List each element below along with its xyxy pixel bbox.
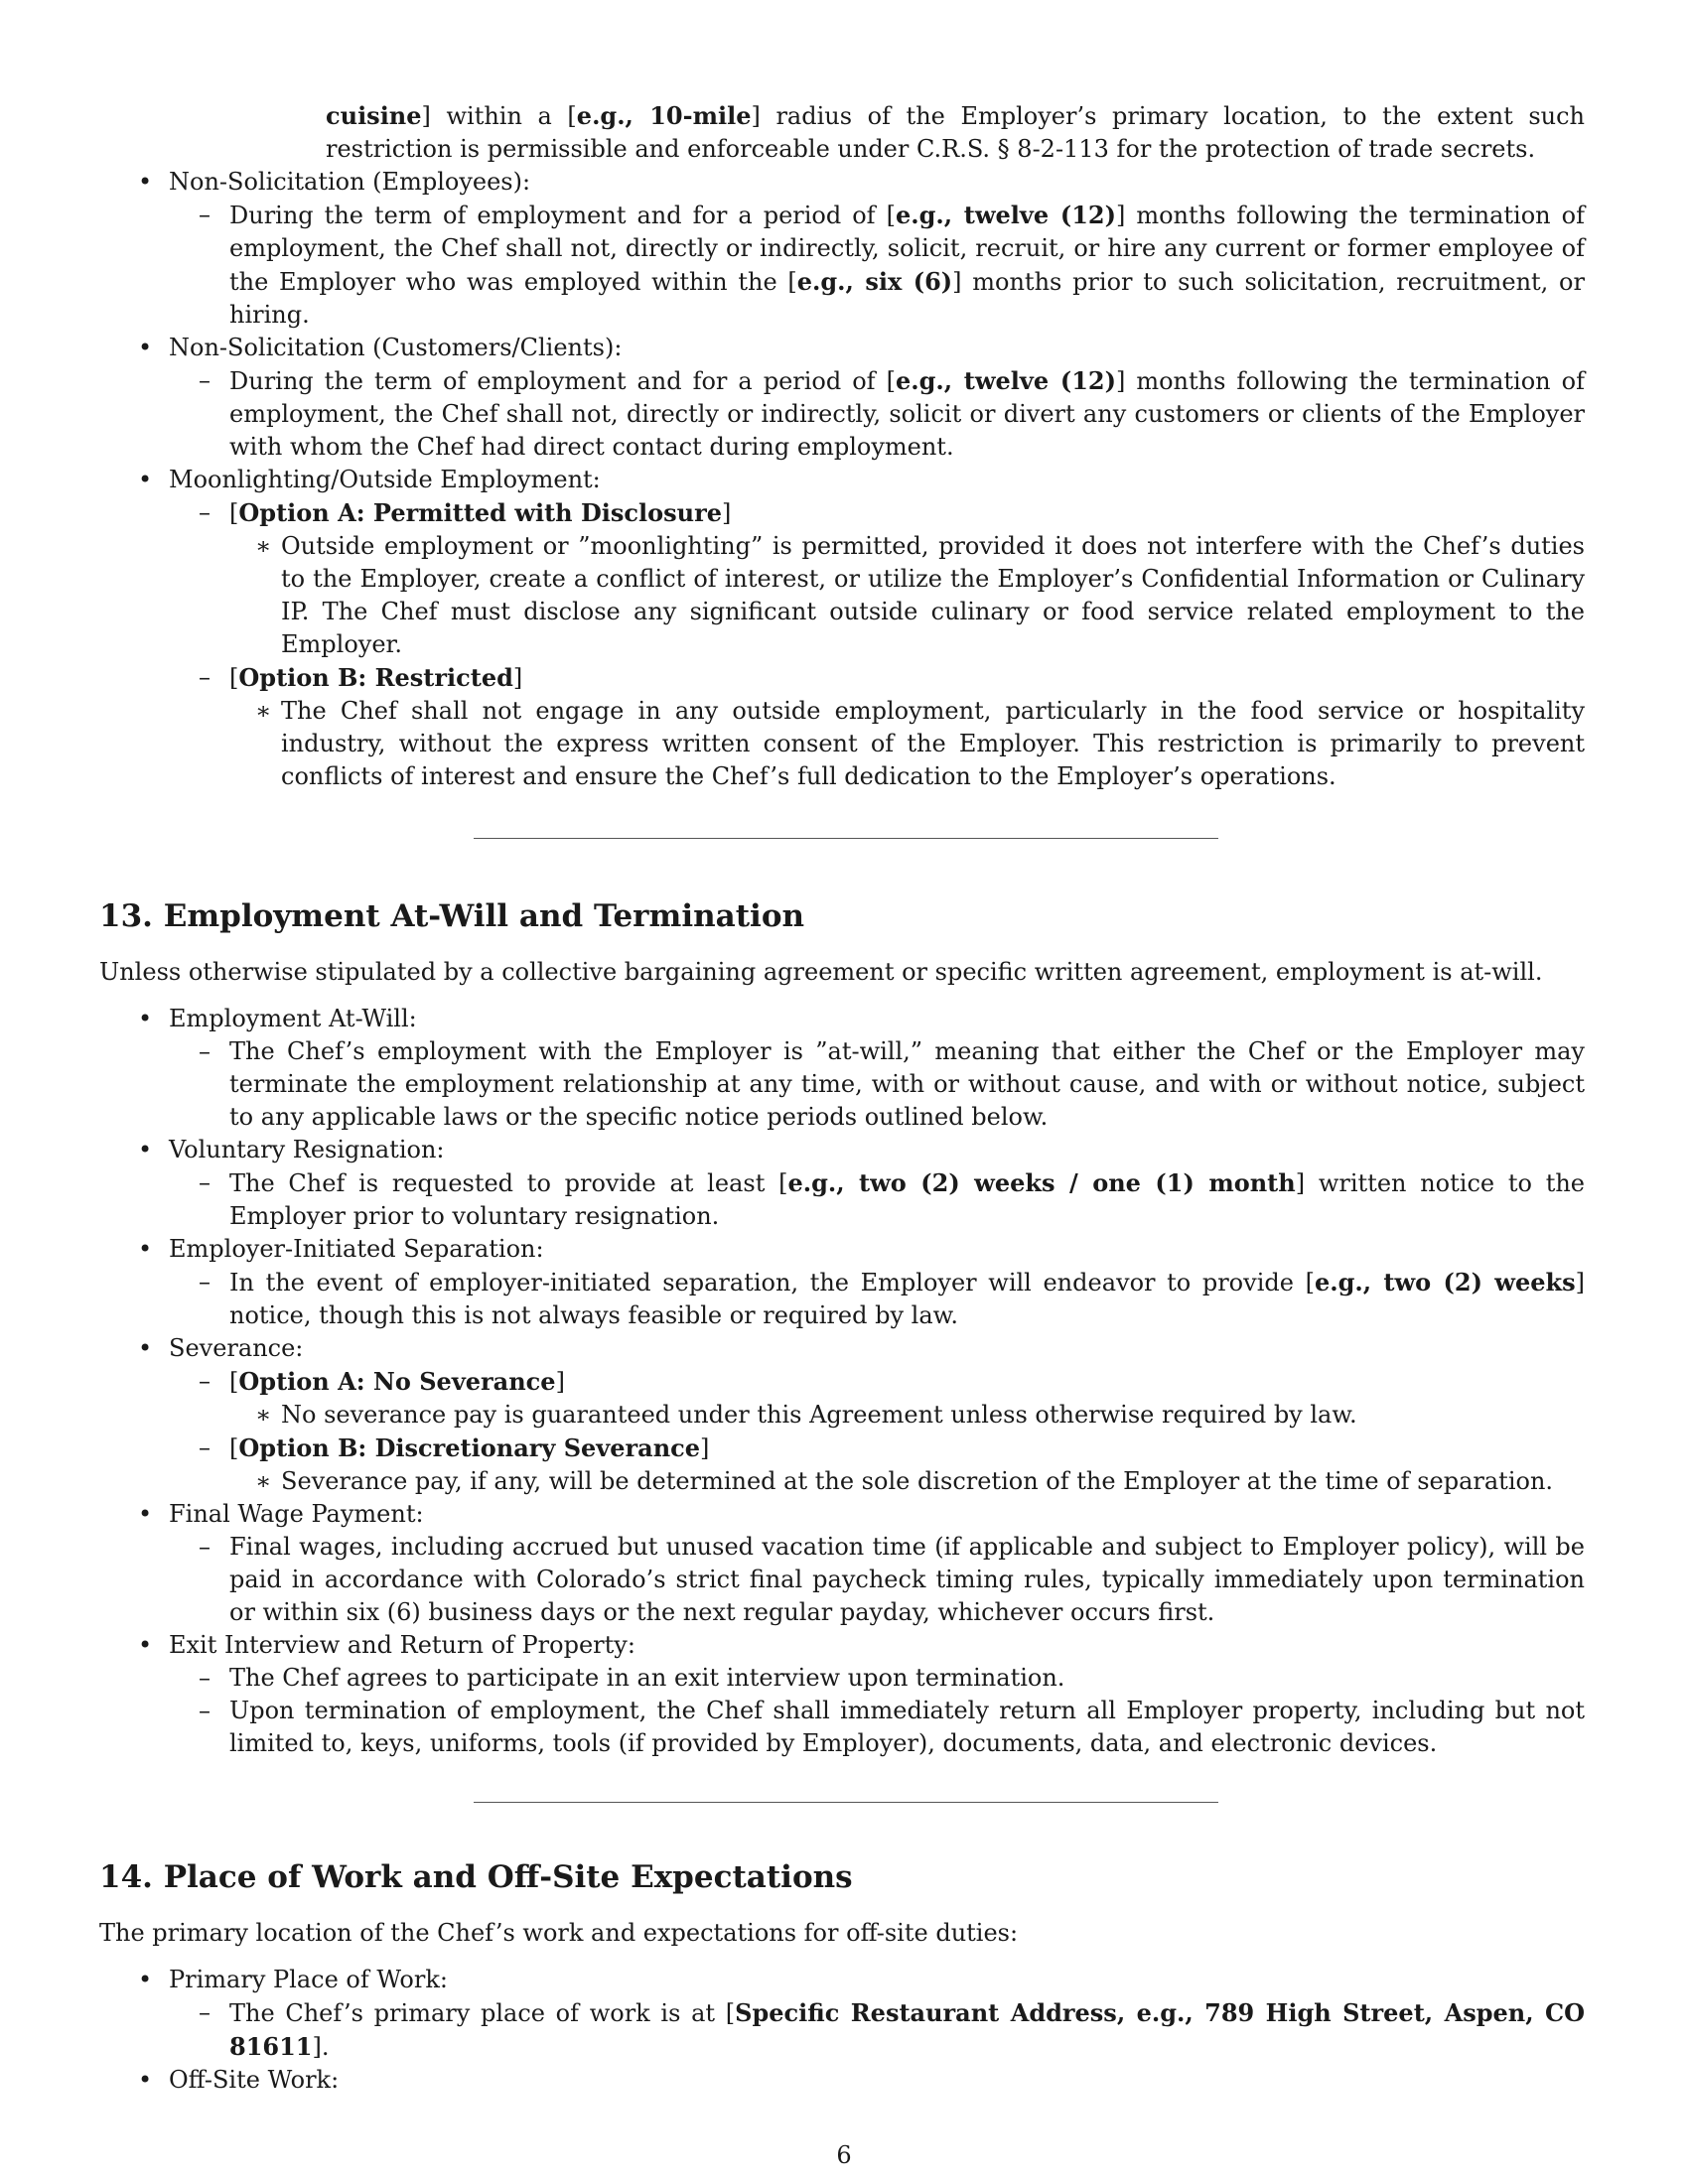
- list-item-voluntary-resignation: • Voluntary Resignation: – The Chef is requested to provide at least [e.g., two (2) weeks / one (1) month] written notice to the Employer prior to voluntary resignation.: [99, 1134, 1585, 1233]
- section-14-intro: The primary location of the Chef’s work and expectations for off-site duties:: [99, 1919, 1019, 1947]
- option-a-text: ∗ Outside employment or ”moonlighting” is permitted, provided it does not interfere with the Chef’s duties to the Employer, create a conflict of interest, or utilize the Employer’s Confidential Information or Culinary IP. The Chef must disclose any significant outside culinary or food service related employment to the Employer.: [229, 530, 1585, 661]
- option-b-text: ∗ Severance pay, if any, will be determined at the sole discretion of the Employer at the time of separation.: [229, 1465, 1585, 1498]
- page-content: [99, 99, 1585, 2097]
- list-item-exit-interview: • Exit Interview and Return of Property: – The Chef agrees to participate in an exit interview upon termination. – Upon termination of employment, the Chef shall immediately return all Employer property, including but not limited to, keys, uniforms, tools (if provided by Employer), documents, data, and electronic devices.: [99, 1629, 1585, 1760]
- sub-item: – The Chef agrees to participate in an exit interview upon termination.: [169, 1662, 1585, 1695]
- sub-item: – The Chef’s employment with the Employer is ”at-will,” meaning that either the Chef or the Employer may terminate the employment relationship at any time, with or without cause, and with or without notice, subject to any applicable laws or the specific notice periods outlined below.: [169, 1035, 1585, 1134]
- list-item-severance: • Severance: – [Option A: No Severance] ∗ No severance pay is guaranteed under this Agreement unless otherwise required by law. – [Option B: Discretionary Severance] ∗ Severance pay, if any, will be determined at the sole discretion of the Employer at the time of separation.: [99, 1332, 1585, 1498]
- section13-list: [99, 1003, 1585, 1760]
- sub-item: – The Chef is requested to provide at least [e.g., two (2) weeks / one (1) month] written notice to the Employer prior to voluntary resignation.: [169, 1166, 1585, 1233]
- section14-list: [99, 1964, 1585, 2097]
- sub-item: – Final wages, including accrued but unused vacation time (if applicable and subject to Employer policy), will be paid in accordance with Colorado’s strict final paycheck timing rules, typically immediately upon termination or within six (6) business days or the next regular payday, whichever occurs first.: [169, 1531, 1585, 1629]
- section-divider: [474, 838, 1218, 839]
- sub-item: – During the term of employment and for a period of [e.g., twelve (12)] months following the termination of employment, the Chef shall not, directly or indirectly, solicit, recruit, or hire any current or former employee of the Employer who was employed within the [e.g., six (6)] months prior to such solicitation, recruitment, or hiring.: [169, 199, 1585, 332]
- page-number: 6: [836, 2141, 852, 2169]
- sub-item: – Upon termination of employment, the Chef shall immediately return all Employer property, including but not limited to, keys, uniforms, tools (if provided by Employer), documents, data, and electronic devices.: [169, 1695, 1585, 1760]
- list-item-moonlighting: • Moonlighting/Outside Employment: – [Option A: Permitted with Disclosure] ∗ Outside employment or ”moonlighting” is permitted, provided it does not interfere with the Chef’s duties to the Employer, create a conflict of interest, or utilize the Employer’s Confidential Information or Culinary IP. The Chef must disclose any significant outside culinary or food service related employment to the Employer. – [Option B: Restricted] ∗ The Chef shall not engage in any outside employment, particularly in the food service or hospitality industry, without the express written consent of the Employer. This restriction is primarily to prevent conflicts of interest and ensure the Chef’s full dedication to the Employer’s operations.: [99, 464, 1585, 793]
- list-item-primary-place: • Primary Place of Work: – The Chef’s primary place of work is at [Specific Restaurant Address, e.g., 789 High Street, Aspen, CO 81611].: [99, 1964, 1585, 2064]
- list-item-final-wage: • Final Wage Payment: – Final wages, including accrued but unused vacation time (if applicable and subject to Employer policy), will be paid in accordance with Colorado’s strict final paycheck timing rules, typically immediately upon termination or within six (6) business days or the next regular payday, whichever occurs first.: [99, 1498, 1585, 1629]
- option-b-text: ∗ The Chef shall not engage in any outside employment, particularly in the food service or hospitality industry, without the express written consent of the Employer. This restriction is primarily to prevent conflicts of interest and ensure the Chef’s full dedication to the Employer’s operations.: [229, 695, 1585, 793]
- section12-list: [99, 166, 1585, 793]
- sub-item: – In the event of employer-initiated separation, the Employer will endeavor to provide [e.g., two (2) weeks] notice, though this is not always feasible or required by law.: [169, 1266, 1585, 1332]
- list-item-at-will: • Employment At-Will: – The Chef’s employment with the Employer is ”at-will,” meaning that either the Chef or the Employer may terminate the employment relationship at any time, with or without cause, and with or without notice, subject to any applicable laws or the specific notice periods outlined below.: [99, 1003, 1585, 1134]
- list-item-nonsolicit-employees: • Non-Solicitation (Employees): – During the term of employment and for a period of [e.g., twelve (12)] months following the termination of employment, the Chef shall not, directly or indirectly, solicit, recruit, or hire any current or former employee of the Employer who was employed within the [e.g., six (6)] months prior to such solicitation, recruitment, or hiring.: [99, 166, 1585, 332]
- continuation-paragraph: cuisine] within a [e.g., 10-mile] radius of the Employer’s primary location, to the extent such restriction is permissible and enforceable under C.R.S. § 8-2-113 for the protection of trade secrets.: [326, 101, 1586, 163]
- bold-placeholder: e.g., 10-mile: [576, 101, 752, 130]
- option-a: – [Option A: No Severance] ∗ No severance pay is guaranteed under this Agreement unless otherwise required by law.: [169, 1365, 1585, 1432]
- option-a: – [Option A: Permitted with Disclosure] ∗ Outside employment or ”moonlighting” is permitted, provided it does not interfere with the Chef’s duties to the Employer, create a conflict of interest, or utilize the Employer’s Confidential Information or Culinary IP. The Chef must disclose any significant outside culinary or food service related employment to the Employer.: [169, 496, 1585, 661]
- section-14-heading: 14. Place of Work and Off-Site Expectations: [99, 1859, 853, 1895]
- list-item-employer-separation: • Employer-Initiated Separation: – In the event of employer-initiated separation, the Employer will endeavor to provide [e.g., two (2) weeks] notice, though this is not always feasible or required by law.: [99, 1233, 1585, 1332]
- bold-term: cuisine: [326, 101, 422, 130]
- list-item-offsite: • Off-Site Work:: [99, 2064, 1585, 2097]
- section-divider: [474, 1802, 1218, 1803]
- option-b: – [Option B: Restricted] ∗ The Chef shall not engage in any outside employment, particularly in the food service or hospitality industry, without the express written consent of the Employer. This restriction is primarily to prevent conflicts of interest and ensure the Chef’s full dedication to the Employer’s operations.: [169, 661, 1585, 793]
- sub-item: – The Chef’s primary place of work is at [Specific Restaurant Address, e.g., 789 High Street, Aspen, CO 81611].: [169, 1996, 1585, 2064]
- sub-item: – During the term of employment and for a period of [e.g., twelve (12)] months following the termination of employment, the Chef shall not, directly or indirectly, solicit or divert any customers or clients of the Employer with whom the Chef had direct contact during employment.: [169, 364, 1585, 464]
- section-13-intro: Unless otherwise stipulated by a collective bargaining agreement or specific written agreement, employment is at-will.: [99, 958, 1543, 986]
- option-a-text: ∗ No severance pay is guaranteed under this Agreement unless otherwise required by law.: [229, 1399, 1585, 1432]
- section-13-heading: 13. Employment At-Will and Termination: [99, 898, 805, 934]
- list-item-nonsolicit-customers: • Non-Solicitation (Customers/Clients): – During the term of employment and for a period of [e.g., twelve (12)] months following the termination of employment, the Chef shall not, directly or indirectly, solicit or divert any customers or clients of the Employer with whom the Chef had direct contact during employment.: [99, 332, 1585, 464]
- option-b: – [Option B: Discretionary Severance] ∗ Severance pay, if any, will be determined at the sole discretion of the Employer at the time of separation.: [169, 1432, 1585, 1498]
